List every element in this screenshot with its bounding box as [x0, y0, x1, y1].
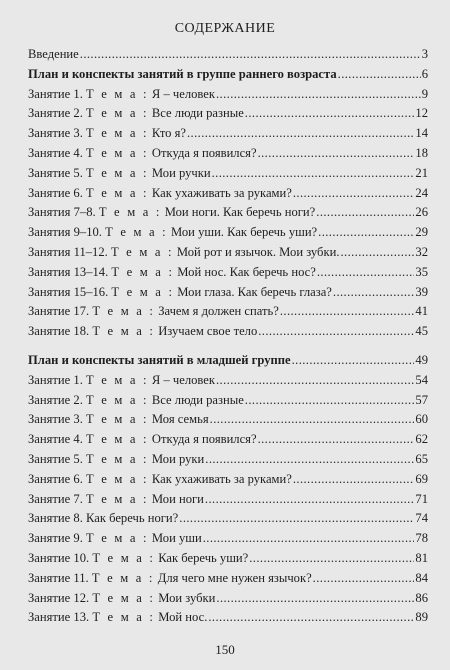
lesson-number: Занятие 5.: [28, 451, 83, 466]
tema-label: Т е м а :: [86, 145, 149, 160]
lesson-number: Занятие 5.: [28, 165, 83, 180]
lesson-topic: Мои глаза. Как беречь глаза?: [177, 284, 332, 299]
page-number: 150: [215, 642, 235, 657]
toc-page-number: 3: [421, 47, 428, 61]
lesson-topic: Мои уши: [151, 531, 202, 546]
toc-entry-label: [28, 124, 186, 144]
tema-label: Т е м а :: [111, 264, 175, 279]
dot-leader: [245, 104, 415, 124]
dot-leader: [318, 223, 414, 243]
toc-entry: [28, 85, 428, 105]
tema-label: Т е м а :: [86, 185, 149, 200]
lesson-topic: Я – человек: [151, 86, 215, 101]
toc-page-number: 21: [415, 165, 428, 180]
toc-page-number: 81: [415, 550, 428, 565]
toc-entry-label: [28, 144, 257, 164]
toc-entry: [28, 589, 428, 609]
dot-leader: [280, 302, 415, 322]
tema-label: Т е м а :: [86, 451, 149, 466]
toc-entry-label: [28, 410, 209, 430]
lesson-number: Занятия 11–12.: [28, 244, 108, 259]
dot-leader: [205, 450, 414, 470]
lesson-number: Занятие 11.: [28, 570, 89, 585]
tema-label: Т е м а :: [86, 372, 149, 387]
lesson-topic: Откуда я появился?: [151, 145, 257, 160]
tema-label: Т е м а :: [110, 244, 174, 259]
tema-label: Т е м а :: [105, 225, 168, 240]
lesson-topic: Мой нос. Как беречь нос?: [177, 264, 316, 279]
dot-leader: [80, 45, 421, 65]
tema-label: Т е м а :: [86, 106, 149, 121]
toc-entry-label: [28, 223, 317, 243]
toc-entry-label: [28, 490, 204, 510]
tema-label: Т е м а :: [86, 412, 149, 427]
tema-label: Т е м а :: [86, 86, 149, 101]
lesson-topic: Мой нос.: [158, 610, 208, 625]
toc-entry: [28, 302, 428, 322]
toc-entry: [28, 549, 428, 569]
toc-entry: [28, 263, 428, 283]
tema-label: Т е м а :: [92, 304, 156, 319]
toc-page-number: 69: [415, 471, 428, 486]
toc-entry-label: План и конспекты занятий в младшей группе: [28, 352, 291, 367]
lesson-number: Занятие 7.: [28, 491, 83, 506]
toc-page-number: 41: [415, 304, 428, 319]
toc-page-number: 45: [415, 324, 428, 339]
toc-page-number: 35: [415, 264, 428, 279]
dot-leader: [210, 410, 415, 430]
toc-entry: [28, 45, 428, 65]
lesson-topic: Мои ноги. Как беречь ноги?: [164, 205, 316, 220]
lesson-number: Занятие 17.: [28, 304, 90, 319]
page-title: СОДЕРЖАНИЕ: [174, 21, 276, 36]
dot-leader: [258, 430, 415, 450]
toc-entry-label: [28, 104, 244, 124]
dot-leader: [245, 391, 415, 411]
lesson-number: Занятие 4.: [28, 145, 83, 160]
dot-leader: [216, 371, 414, 391]
toc-page-number: 29: [415, 225, 428, 240]
lesson-number: Занятия 15–16.: [28, 284, 109, 299]
toc-page-number: 84: [415, 570, 428, 585]
toc-entry: [28, 529, 428, 549]
toc-page-number: 14: [415, 126, 428, 141]
tema-label: Т е м а :: [92, 550, 156, 565]
dot-leader: [317, 263, 415, 283]
toc-entry: [28, 283, 428, 303]
tema-label: Т е м а :: [98, 205, 162, 220]
dot-leader: [216, 85, 421, 105]
lesson-topic: Моя семья: [151, 412, 209, 427]
toc-entry: [28, 124, 428, 144]
toc-entry: [28, 569, 428, 589]
toc-page-number: 32: [415, 244, 428, 259]
tema-label: Т е м а :: [86, 531, 149, 546]
toc-entry-label: [28, 608, 207, 628]
lesson-number: Занятие 1.: [28, 372, 83, 387]
toc-entry-label: [28, 243, 339, 263]
dot-leader: [258, 322, 414, 342]
toc-section-heading: [28, 65, 428, 85]
dot-leader: [338, 65, 421, 85]
toc-entry: [28, 203, 428, 223]
tema-label: Т е м а :: [86, 126, 149, 141]
lesson-topic: Как беречь уши?: [158, 550, 249, 565]
dot-leader: [258, 144, 415, 164]
toc-page-number: 26: [415, 205, 428, 220]
dot-leader: [216, 589, 414, 609]
tema-label: Т е м а :: [111, 284, 175, 299]
lesson-number: Занятие 1.: [28, 86, 83, 101]
toc-entry: [28, 164, 428, 184]
dot-leader: [292, 351, 415, 371]
toc-entry: [28, 223, 428, 243]
lesson-topic: Мой рот и язычок. Мои зубки.: [176, 244, 340, 259]
toc-entry-label: [28, 470, 292, 490]
toc-entry: [28, 371, 428, 391]
lesson-topic: Откуда я появился?: [151, 432, 257, 447]
lesson-topic: Я – человек: [151, 372, 215, 387]
toc-page-number: 12: [415, 106, 428, 121]
toc-entry-label: [28, 371, 215, 391]
dot-leader: [208, 608, 414, 628]
lesson-topic: Мои ручки: [151, 165, 211, 180]
toc-entry: [28, 243, 428, 263]
toc-page-number: 9: [421, 86, 428, 101]
lesson-number: Занятие 4.: [28, 432, 83, 447]
toc-page-number: 86: [415, 590, 428, 605]
lesson-number: Занятие 6.: [28, 471, 83, 486]
toc-page-number: 60: [415, 412, 428, 427]
lesson-number: Занятие 2.: [28, 106, 83, 121]
toc-entry-label: [28, 85, 215, 105]
toc-entry: [28, 410, 428, 430]
tema-label: Т е м а :: [92, 590, 156, 605]
toc-entry: [28, 430, 428, 450]
lesson-topic: Мои ноги: [151, 491, 204, 506]
lesson-number: Занятие 18.: [28, 324, 90, 339]
lesson-topic: Кто я?: [151, 126, 186, 141]
table-of-contents: [28, 45, 428, 628]
dot-leader: [313, 569, 415, 589]
dot-leader: [187, 124, 414, 144]
toc-entry: [28, 391, 428, 411]
lesson-number: Занятие 3.: [28, 412, 83, 427]
toc-entry-label: [28, 302, 279, 322]
toc-page-number: 78: [415, 531, 428, 546]
toc-page-number: 57: [415, 392, 428, 407]
toc-entry-label: [28, 549, 248, 569]
dot-leader: [293, 470, 415, 490]
toc-entry: [28, 608, 428, 628]
lesson-topic: Все люди разные: [151, 106, 244, 121]
toc-page-number: 6: [421, 66, 428, 81]
toc-entry-label: Введение: [28, 47, 79, 61]
lesson-number: Занятия 9–10.: [28, 225, 102, 240]
toc-section-heading: [28, 351, 428, 371]
lesson-number: Занятие 12.: [28, 590, 90, 605]
tema-label: Т е м а :: [91, 570, 155, 585]
toc-entry-label: План и конспекты занятий в группе раннего возраста: [28, 66, 337, 81]
toc-page-number: 65: [415, 451, 428, 466]
toc-entry: [28, 470, 428, 490]
lesson-topic: Как ухаживать за руками?: [151, 185, 292, 200]
toc-entry: [28, 509, 428, 529]
toc-page-number: 89: [415, 610, 428, 625]
toc-page-number: 54: [415, 372, 428, 387]
lesson-number: Занятие 2.: [28, 392, 83, 407]
toc-entry-label: [28, 529, 202, 549]
toc-entry-label: [28, 263, 316, 283]
lesson-number: Занятие 9.: [28, 531, 83, 546]
toc-page-number: 18: [415, 145, 428, 160]
tema-label: Т е м а :: [86, 491, 149, 506]
toc-page-number: 74: [415, 511, 428, 526]
toc-entry-label: [28, 450, 204, 470]
toc-entry-label: Занятие 8. Как беречь ноги?: [28, 511, 179, 526]
toc-entry-label: [28, 184, 292, 204]
tema-label: Т е м а :: [92, 324, 156, 339]
toc-page-number: 71: [415, 491, 428, 506]
lesson-number: Занятие 3.: [28, 126, 83, 141]
lesson-topic: Зачем я должен спать?: [158, 304, 279, 319]
dot-leader: [212, 164, 415, 184]
toc-entry-label: [28, 164, 211, 184]
tema-label: Т е м а :: [86, 392, 149, 407]
toc-entry: [28, 450, 428, 470]
lesson-number: Занятия 13–14.: [28, 264, 109, 279]
lesson-number: Занятия 7–8.: [28, 205, 96, 220]
lesson-topic: Мои зубки: [158, 590, 216, 605]
lesson-topic: Изучаем свое тело: [158, 324, 258, 339]
dot-leader: [293, 184, 415, 204]
dot-leader: [249, 549, 414, 569]
dot-leader: [203, 529, 415, 549]
tema-label: Т е м а :: [86, 432, 149, 447]
lesson-topic: Мои руки: [151, 451, 205, 466]
lesson-topic: Как ухаживать за руками?: [151, 471, 292, 486]
toc-page-number: 24: [415, 185, 428, 200]
toc-entry-label: [28, 322, 257, 342]
dot-leader: [333, 283, 415, 303]
lesson-topic: Для чего мне нужен язычок?: [157, 570, 312, 585]
lesson-number: Занятие 6.: [28, 185, 83, 200]
lesson-number: Занятие 10.: [28, 550, 90, 565]
toc-entry-label: [28, 391, 244, 411]
tema-label: Т е м а :: [86, 165, 149, 180]
toc-entry-label: [28, 589, 215, 609]
tema-label: Т е м а :: [86, 471, 149, 486]
lesson-topic: Мои уши. Как беречь уши?: [171, 225, 318, 240]
toc-entry-label: [28, 569, 312, 589]
toc-entry: [28, 184, 428, 204]
toc-entry: [28, 490, 428, 510]
toc-entry: [28, 144, 428, 164]
dot-leader: [340, 243, 414, 263]
dot-leader: [179, 509, 414, 529]
lesson-topic: Все люди разные: [151, 392, 244, 407]
dot-leader: [205, 490, 414, 510]
lesson-number: Занятие 13.: [28, 610, 90, 625]
toc-entry-label: [28, 430, 257, 450]
tema-label: Т е м а :: [92, 610, 156, 625]
dot-leader: [316, 203, 414, 223]
toc-entry-label: [28, 283, 332, 303]
toc-page-number: 49: [415, 352, 428, 367]
toc-entry: [28, 322, 428, 342]
toc-page-number: 39: [415, 284, 428, 299]
toc-entry: [28, 104, 428, 124]
toc-page-number: 62: [415, 432, 428, 447]
toc-entry-label: [28, 203, 315, 223]
